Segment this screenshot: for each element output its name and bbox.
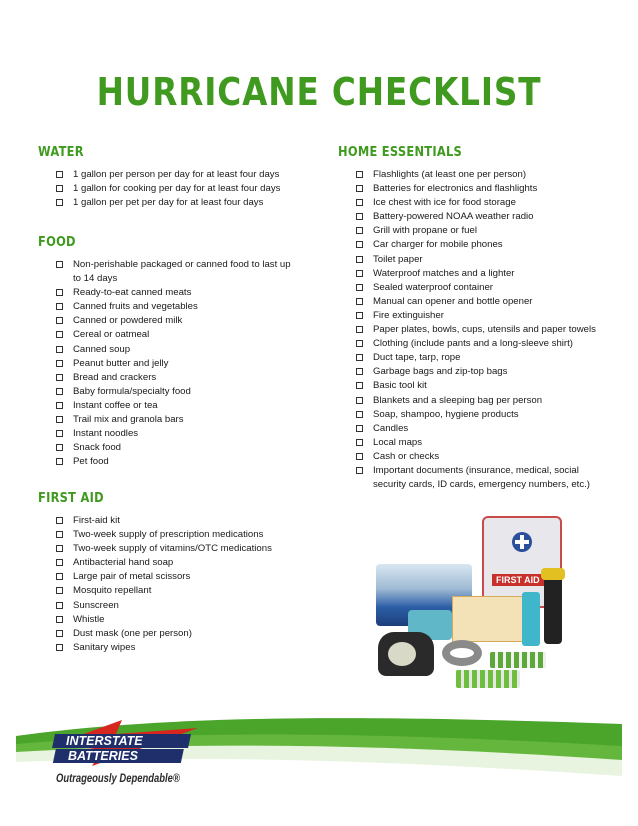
- checklist-item-label: Local maps: [373, 436, 423, 448]
- checkbox-icon[interactable]: [356, 256, 363, 263]
- checkbox-icon[interactable]: [56, 545, 63, 552]
- checklist-item-label: Sanitary wipes: [73, 641, 136, 653]
- checkbox-icon[interactable]: [56, 317, 63, 324]
- checklist-item-label: Soap, shampoo, hygiene products: [373, 408, 519, 420]
- checkbox-icon[interactable]: [56, 303, 63, 310]
- checkbox-icon[interactable]: [56, 402, 63, 409]
- water-section: [38, 144, 280, 210]
- checklist-item: [38, 300, 293, 314]
- checklist-item: [38, 427, 293, 441]
- checklist-item: [38, 182, 280, 196]
- checkbox-icon[interactable]: [356, 171, 363, 178]
- checklist-item: [338, 196, 608, 210]
- checklist-item-label: Baby formula/specialty food: [73, 385, 191, 397]
- checkbox-icon[interactable]: [356, 185, 363, 192]
- home-essentials-heading: HOME ESSENTIALS: [338, 145, 463, 160]
- checklist-item-label: Canned soup: [73, 343, 131, 355]
- checklist-item: [338, 337, 608, 351]
- checklist-item-label: Snack food: [73, 442, 122, 454]
- checkbox-icon[interactable]: [56, 630, 63, 637]
- tagline: Outrageously Dependable®: [56, 773, 180, 785]
- food-list: [38, 258, 293, 469]
- home-essentials-section: [338, 144, 608, 492]
- checkbox-icon[interactable]: [56, 360, 63, 367]
- checkbox-icon[interactable]: [56, 430, 63, 437]
- checkbox-icon[interactable]: [356, 354, 363, 361]
- checklist-item-label: Garbage bags and zip-top bags: [373, 366, 508, 378]
- checklist-item-label: Flashlights (at least one per person): [373, 169, 527, 180]
- checklist-item-label: Large pair of metal scissors: [73, 571, 191, 583]
- checklist-item-label: 1 gallon per person per day for at least four days: [73, 169, 280, 180]
- checklist-item-label: Pet food: [73, 456, 109, 468]
- checkbox-icon[interactable]: [56, 559, 63, 566]
- checklist-item-label: Duct tape, tarp, rope: [373, 352, 461, 364]
- checkbox-icon[interactable]: [356, 298, 363, 305]
- logo-line2: BATTERIES: [68, 749, 138, 763]
- checklist-item-label: Non-perishable packaged or canned food to last up to 14 days: [73, 259, 291, 285]
- checkbox-icon[interactable]: [56, 602, 63, 609]
- checklist-item-label: Canned fruits and vegetables: [73, 301, 198, 313]
- checklist-item-label: Cash or checks: [373, 450, 440, 462]
- checklist-item: [338, 267, 608, 281]
- checkbox-icon[interactable]: [56, 458, 63, 465]
- checkbox-icon[interactable]: [56, 644, 63, 651]
- baby-wipes-box-image: [452, 596, 524, 642]
- checklist-item-label: Basic tool kit: [373, 380, 427, 392]
- checklist-item-label: Blankets and a sleeping bag per person: [373, 394, 543, 406]
- checkbox-icon[interactable]: [56, 289, 63, 296]
- checklist-item: [38, 455, 293, 469]
- checkbox-icon[interactable]: [56, 199, 63, 206]
- supplies-photo: [372, 512, 582, 694]
- checkbox-icon[interactable]: [56, 573, 63, 580]
- checklist-item: [38, 371, 293, 385]
- checklist-item-label: Mosquito repellant: [73, 585, 152, 597]
- checklist-item: [338, 210, 608, 224]
- checklist-item: [338, 253, 608, 267]
- checkbox-icon[interactable]: [56, 388, 63, 395]
- checklist-item: [38, 168, 280, 182]
- checkbox-icon[interactable]: [56, 331, 63, 338]
- checkbox-icon[interactable]: [356, 425, 363, 432]
- checklist-item-label: Cereal or oatmeal: [73, 329, 150, 341]
- checkbox-icon[interactable]: [56, 444, 63, 451]
- checklist-item: [338, 168, 608, 182]
- checklist-item-label: Fire extinguisher: [373, 309, 444, 321]
- checklist-item: [38, 570, 272, 584]
- checklist-item-label: Candles: [373, 422, 409, 434]
- medical-cross-icon: [512, 532, 532, 552]
- checklist-item: [338, 422, 608, 436]
- batteries-pack-image-2: [456, 670, 520, 688]
- checklist-item: [338, 295, 608, 309]
- checklist-item-label: 1 gallon per pet per day for at least four days: [73, 197, 264, 209]
- tagline-text: Outrageously Dependable: [56, 773, 173, 785]
- checklist-item-label: Batteries for electronics and flashlights: [373, 183, 538, 195]
- food-section: [38, 234, 293, 469]
- checklist-item-label: Sunscreen: [73, 599, 119, 611]
- checklist-item: [338, 436, 608, 450]
- checkbox-icon[interactable]: [356, 227, 363, 234]
- checklist-item-label: Paper plates, bowls, cups, utensils and paper towels: [373, 324, 596, 336]
- checklist-item-label: Two-week supply of vitamins/OTC medications: [73, 543, 272, 555]
- checkbox-icon[interactable]: [56, 531, 63, 538]
- checklist-item: [38, 385, 293, 399]
- checklist-item-label: Clothing (include pants and a long-sleeve shirt): [373, 338, 573, 350]
- checklist-item: [338, 351, 608, 365]
- first-aid-heading: FIRST AID: [38, 491, 104, 506]
- checklist-item-label: Battery-powered NOAA weather radio: [373, 211, 534, 223]
- checklist-item: [38, 258, 293, 286]
- first-aid-section: [38, 490, 272, 655]
- checkbox-icon[interactable]: [56, 616, 63, 623]
- food-heading: FOOD: [38, 235, 76, 250]
- checklist-item-label: First-aid kit: [73, 515, 120, 526]
- checklist-item-label: Two-week supply of prescription medications: [73, 529, 264, 541]
- checklist-item-label: Trail mix and granola bars: [73, 414, 184, 426]
- checklist-item-label: Ice chest with ice for food storage: [373, 197, 516, 209]
- checklist-item: [338, 408, 608, 422]
- checklist-item: [38, 286, 293, 300]
- checklist-item-label: Toilet paper: [373, 253, 423, 265]
- checkbox-icon[interactable]: [356, 411, 363, 418]
- checklist-item: [338, 224, 608, 238]
- checklist-item: [38, 556, 272, 570]
- checklist-item: [38, 584, 272, 598]
- checklist-item-label: Instant noodles: [73, 428, 139, 440]
- checkbox-icon[interactable]: [56, 416, 63, 423]
- checklist-item-label: Waterproof matches and a lighter: [373, 267, 515, 279]
- water-heading: WATER: [38, 145, 84, 160]
- checkbox-icon[interactable]: [56, 346, 63, 353]
- checklist-item-label: Antibacterial hand soap: [73, 557, 174, 569]
- checkbox-icon[interactable]: [356, 270, 363, 277]
- batteries-pack-image: [490, 652, 546, 668]
- duct-tape-image: [442, 640, 482, 666]
- checklist-item: [38, 314, 293, 328]
- first-aid-kit-label: FIRST AID: [492, 574, 544, 586]
- checklist-item: [38, 413, 293, 427]
- checkbox-icon[interactable]: [356, 397, 363, 404]
- checkbox-icon[interactable]: [356, 382, 363, 389]
- checklist-item-label: Manual can opener and bottle opener: [373, 295, 533, 307]
- checkbox-icon[interactable]: [356, 368, 363, 375]
- checklist-item: [338, 323, 608, 337]
- checklist-item: [338, 281, 608, 295]
- checklist-item: [38, 542, 272, 556]
- checklist-item: [338, 464, 608, 492]
- checklist-item: [338, 365, 608, 379]
- checklist-item: [38, 357, 293, 371]
- checklist-item: [38, 641, 272, 655]
- checkbox-icon[interactable]: [56, 171, 63, 178]
- page-title: HURRICANE CHECKLIST: [96, 70, 542, 114]
- checklist-item-label: Car charger for mobile phones: [373, 239, 503, 251]
- checkbox-icon[interactable]: [56, 374, 63, 381]
- checkbox-icon[interactable]: [56, 261, 63, 268]
- sunscreen-bottle-image: [522, 592, 540, 646]
- logo-line1: INTERSTATE: [66, 734, 143, 748]
- checklist-item-label: Whistle: [73, 613, 105, 625]
- checklist-item: [38, 599, 272, 613]
- checklist-item: [38, 514, 272, 528]
- footer-banner: [16, 696, 622, 810]
- home-essentials-list: [338, 168, 608, 492]
- checklist-item-label: Ready-to-eat canned meats: [73, 287, 192, 299]
- checkbox-icon[interactable]: [356, 326, 363, 333]
- checklist-item: [38, 328, 293, 342]
- checklist-item: [338, 379, 608, 393]
- checkbox-icon[interactable]: [356, 241, 363, 248]
- first-aid-list: [38, 514, 272, 655]
- checkbox-icon[interactable]: [56, 587, 63, 594]
- checkbox-icon[interactable]: [56, 517, 63, 524]
- checkbox-icon[interactable]: [356, 340, 363, 347]
- checklist-item: [38, 528, 272, 542]
- checklist-item: [38, 399, 293, 413]
- checklist-item-label: Bread and crackers: [73, 371, 157, 383]
- checklist-item: [38, 343, 293, 357]
- checkbox-icon[interactable]: [356, 213, 363, 220]
- checkbox-icon[interactable]: [356, 199, 363, 206]
- checklist-item: [338, 182, 608, 196]
- checklist-item: [338, 450, 608, 464]
- checklist-item: [338, 394, 608, 408]
- checkbox-icon[interactable]: [356, 284, 363, 291]
- checkbox-icon[interactable]: [356, 312, 363, 319]
- checkbox-icon[interactable]: [356, 467, 363, 474]
- checklist-item-label: Canned or powdered milk: [73, 315, 183, 327]
- checklist-item-label: Sealed waterproof container: [373, 281, 493, 293]
- checklist-item: [38, 196, 280, 210]
- checklist-item: [338, 309, 608, 323]
- checklist-item-label: Peanut butter and jelly: [73, 357, 169, 369]
- checklist-item: [338, 238, 608, 252]
- checklist-item: [38, 627, 272, 641]
- checklist-item-label: Instant coffee or tea: [73, 399, 158, 411]
- flashlight-image: [544, 574, 562, 644]
- water-list: [38, 168, 280, 210]
- checklist-item-label: 1 gallon for cooking per day for at least four days: [73, 183, 281, 195]
- lantern-image: [378, 632, 434, 676]
- checklist-item-label: Dust mask (one per person): [73, 627, 192, 639]
- checklist-item-label: Grill with propane or fuel: [373, 225, 477, 237]
- checklist-item: [38, 441, 293, 455]
- checkbox-icon[interactable]: [356, 453, 363, 460]
- interstate-batteries-logo: [52, 720, 202, 766]
- checkbox-icon[interactable]: [356, 439, 363, 446]
- checklist-item-label: Important documents (insurance, medical, social security cards, ID cards, emergency numbers, etc.): [373, 464, 590, 491]
- checklist-item: [38, 613, 272, 627]
- checkbox-icon[interactable]: [56, 185, 63, 192]
